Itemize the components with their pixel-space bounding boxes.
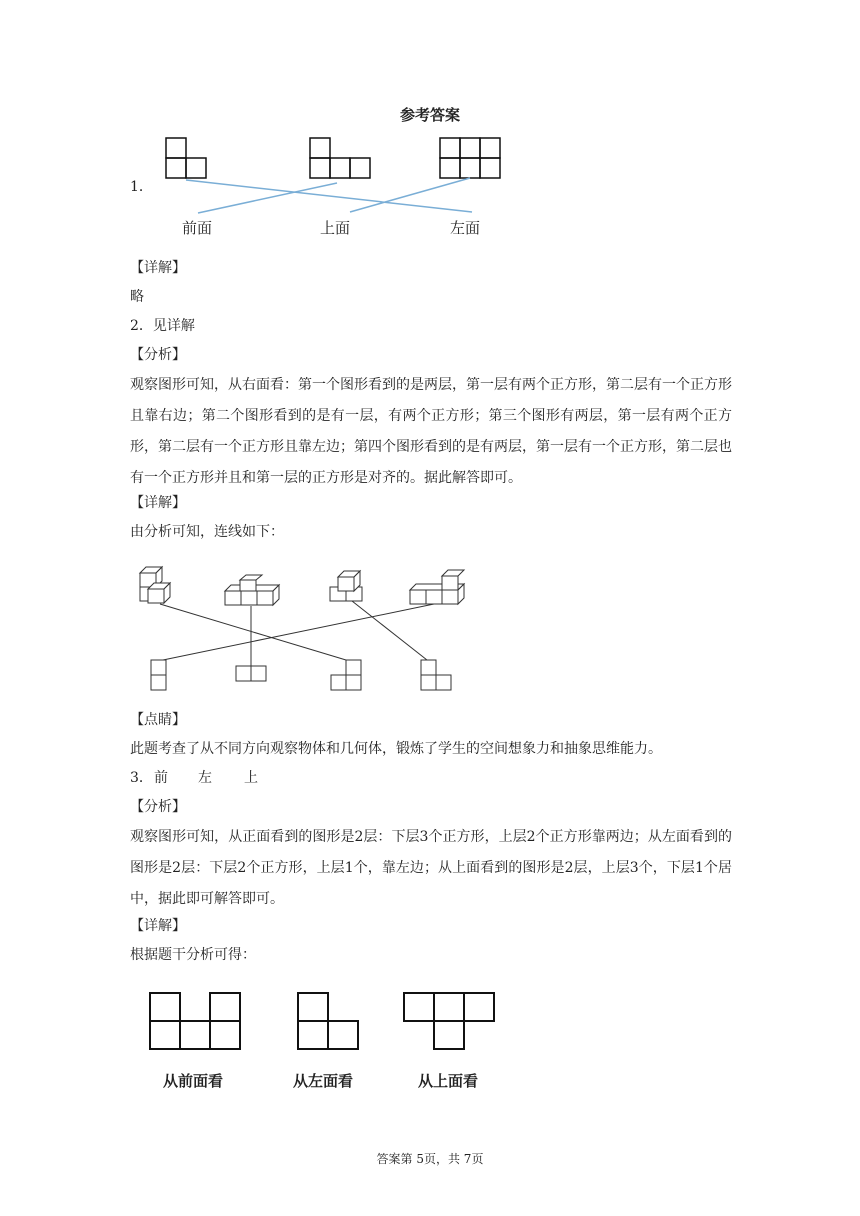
q2-analysis-heading: 【分析】: [130, 347, 186, 363]
q2-comment-text: 此题考查了从不同方向观察物体和几何体，锻炼了学生的空间想象力和抽象思维能力。: [130, 741, 662, 757]
q3-label-top: 从上面看: [418, 1072, 479, 1090]
q2-analysis-text: 观察图形可知，从右面看：第一个图形看到的是两层，第一层有两个正方形，第二层有一个正方形且靠右边；第二个图形看到的是有一层，有两个正方形；第三个图形有两层，第一层有两个正方形，第二层有一个正方形且靠左边；第四个图形看到的是有两层，第一层有一个正方形，第二层也有一个正方形并且和第一层的正方形是对齐的。据此解答即可。: [130, 377, 732, 486]
page-title: 参考答案: [399, 106, 460, 124]
q1-label-left: 左面: [450, 219, 481, 237]
q2-detail-heading: 【详解】: [130, 495, 186, 511]
q3-detail-text: 根据题干分析可得：: [130, 947, 256, 963]
q3-number: 3．: [130, 770, 153, 786]
q3-analysis-heading: 【分析】: [130, 799, 186, 815]
q3-label-left: 从左面看: [293, 1072, 354, 1090]
q3-answer-3: 上: [244, 770, 258, 786]
q2-detail-text: 由分析可知，连线如下：: [130, 524, 284, 540]
q3-label-front: 从前面看: [163, 1072, 224, 1090]
q2-number: 2．见详解: [130, 318, 195, 334]
q2-comment-heading: 【点睛】: [130, 712, 186, 728]
q1-detail-text: 略: [130, 289, 144, 305]
q1-label-front: 前面: [182, 219, 213, 237]
q1-number: 1．: [130, 179, 153, 195]
q3-answer-1: 前: [154, 770, 168, 786]
q3-answer-2: 左: [198, 770, 212, 786]
page-footer: 答案第 5页，共 7页: [376, 1152, 484, 1166]
q3-top-view: [404, 993, 494, 1049]
q1-label-top: 上面: [320, 219, 351, 237]
q3-left-view: [298, 993, 358, 1049]
q1-detail-heading: 【详解】: [130, 260, 186, 276]
q3-front-view: [150, 993, 240, 1049]
q3-detail-heading: 【详解】: [130, 918, 186, 934]
q3-analysis-text: 观察图形可知，从正面看到的图形是2层：下层3个正方形，上层2个正方形靠两边；从左面看到的图形是2层：下层2个正方形，上层1个，靠左边；从上面看到的图形是2层，上层3个，下层1个居中，据此即可解答即可。: [130, 829, 732, 907]
